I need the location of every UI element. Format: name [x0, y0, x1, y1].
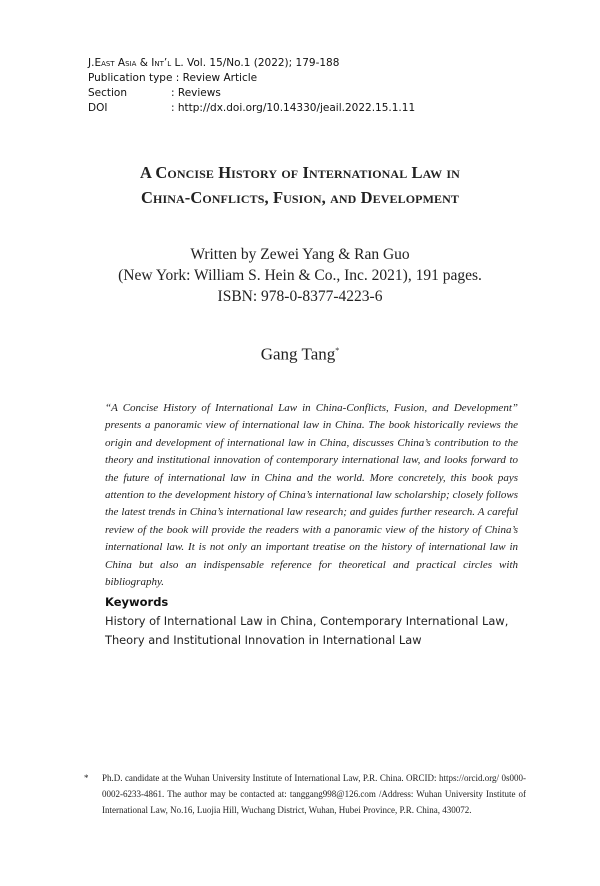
author-name: Gang Tang [260, 344, 336, 364]
title-line-1: A Concise History of International Law in [140, 163, 460, 182]
doi-link[interactable]: : http://dx.doi.org/10.14330/jeail.2022.15.1.11 [171, 102, 416, 114]
journal-name-east-asia: East Asia [94, 57, 137, 69]
footnote-text: Ph.D. candidate at the Wuhan University Institute of International Law, P.R. China. ORCID: https://orcid.org/ 0s000-0002-6233-4861. The author may be contacted at: tanggang998@126.com /Address: Wuhan University Institute of International Law, No.16, Luojia Hill, Wuchang District, Wuhan, Hubei Province, P.R. China, 430072. [102, 773, 526, 815]
article-metadata [88, 56, 415, 116]
title-line-2: China-Conflicts, Fusion, and Development [141, 188, 459, 207]
author-footnote-mark[interactable]: * [335, 346, 340, 355]
doi-row [88, 101, 415, 116]
publication-type-label: Publication type [88, 72, 173, 84]
book-isbn: ISBN: 978-0-8377-4223-6 [217, 288, 383, 305]
keywords-list: History of International Law in China, Contemporary International Law, Theory and Institutional Innovation in International Law [105, 614, 509, 647]
section-value: : Reviews [171, 87, 221, 99]
abstract: “A Concise History of International Law in China-Conflicts, Fusion, and Development” presents a panoramic view of international law in China. The book historically reviews the origin and development of international law in China, discusses China’s contribution to the theory and institutional innovation of contemporary international law, and looks forward to the future of international law in China and the world. More concretely, this book pays attention to the development history of China’s international law scholarship; closely follows the latest trends in China’s international law research; and guides further research. A careful review of the book will provide the readers with a panoramic view of the history of China’s international law. It is not only an important treatise on the history of international law in China but also an indispensable reference for theoretical and practical circles with bibliography. [105, 402, 518, 589]
journal-volume: L. Vol. 15/No.1 (2022); 179-188 [171, 57, 340, 69]
book-publisher: (New York: William S. Hein & Co., Inc. 2021), 191 pages. [118, 267, 482, 284]
footnote-mark: * [84, 773, 89, 783]
publication-type-row [88, 71, 415, 86]
book-info [60, 244, 540, 307]
doi-label: DOI [88, 102, 108, 114]
journal-name-intl: Int’l [151, 57, 172, 69]
keywords-heading: Keywords [105, 595, 169, 609]
article-title [60, 160, 540, 210]
journal-ampersand: & [136, 57, 152, 69]
section-row [88, 86, 415, 101]
review-author [60, 340, 540, 366]
journal-prefix: J. [88, 57, 95, 69]
journal-citation [88, 56, 415, 71]
section-label: Section [88, 87, 128, 99]
publication-type-value: : Review Article [175, 72, 258, 84]
footnote [84, 770, 526, 818]
book-authors: Written by Zewei Yang & Ran Guo [190, 246, 410, 263]
